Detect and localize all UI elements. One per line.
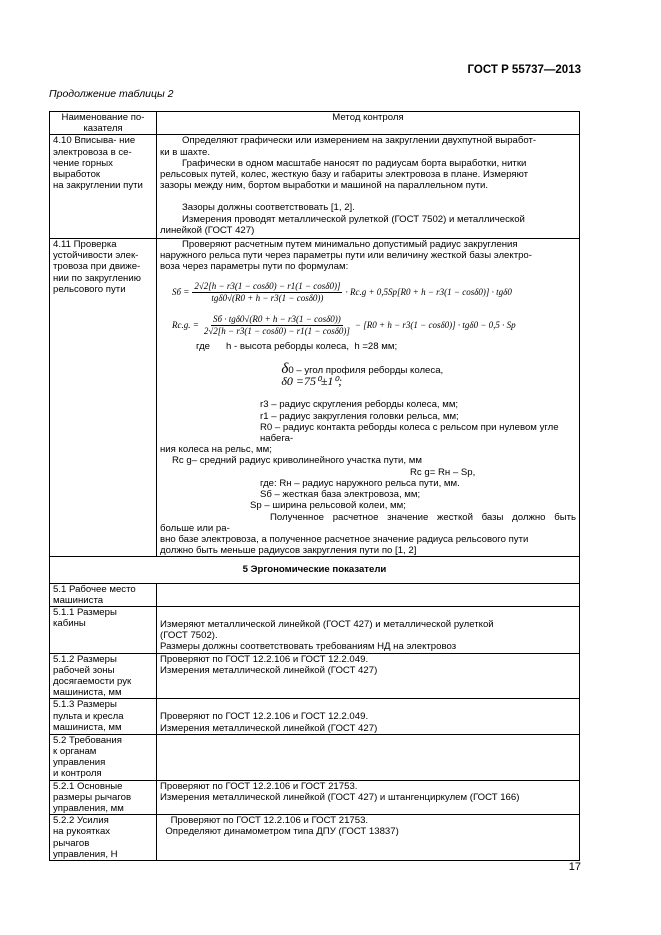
formula-fraction [192, 281, 342, 304]
formula-lhs: Rc.g. = [172, 320, 199, 331]
definition-delta [260, 353, 576, 400]
conclusion: Полученное расчетное значение жесткой базы должно быть больше или ра- вно базе электровоза, а полученное расчетное значение радиуса рельсового пути должно быть меньше радиусов закругления пути по [1, 2] [160, 511, 576, 557]
row-name: 5.2 Требования к органам управления и контроля [50, 734, 157, 780]
section-row [50, 557, 580, 583]
delta-value: δ0 =75⁰±1⁰; [281, 374, 343, 389]
col-header-name: Наименование по- казателя [50, 112, 157, 135]
delta-text: 0 – угол профиля реборды колеса, [288, 364, 444, 376]
formula-denominator: tgδ0√(R0 + h − r3(1 − cosδ0)) [211, 292, 324, 303]
formula-numerator: Sб · tgδ0√(R0 + h − r3(1 − cosδ0)) [211, 314, 343, 326]
row-name: 4.10 Вписыва- ние электровоза в се- чение горных выработок на закруглении пути [50, 135, 157, 239]
row-name: 5.1.1 Размеры кабины [50, 606, 157, 653]
paragraph: Измерения проводят металлической рулеткой (ГОСТ 7502) и металлической линейкой (ГОСТ 427) [160, 213, 525, 236]
document-header: ГОСТ Р 55737—2013 [467, 64, 581, 76]
row-name: 5.1.3 Размеры пульта и кресла машиниста, мм [50, 699, 157, 734]
table-row [50, 699, 580, 734]
row-method: Проверяют по ГОСТ 12.2.106 и ГОСТ 21753. Измерения металлической линейкой (ГОСТ 427) и штангенциркулем (ГОСТ 166) [157, 780, 580, 815]
definition-sb: Sб – жесткая база электровоза, мм; [260, 489, 421, 501]
formula-rest: · Rc.g + 0,5Sp[R0 + h − r3(1 − cosδ0)] · tgδ0 [345, 286, 512, 297]
table-row [50, 780, 580, 815]
row-method: Проверяют по ГОСТ 12.2.106 и ГОСТ 12.2.049. Измерения металлической линейкой (ГОСТ 427) [157, 653, 580, 699]
formula-fraction [202, 314, 352, 337]
table-row [50, 653, 580, 699]
row-method [157, 734, 580, 780]
definition-r0: R0 – радиус контакта реборды колеса с рельсом при нулевом угле набега- [260, 421, 559, 445]
control-methods-table [49, 111, 580, 861]
table-row [50, 239, 580, 557]
section-title: 5 Эргономические показатели [50, 557, 580, 583]
row-method: Проверяют по ГОСТ 12.2.106 и ГОСТ 12.2.049. Измерения металлической линейкой (ГОСТ 427) [157, 699, 580, 734]
formula-rcg [172, 314, 576, 337]
definition-rn: где: Rн – радиус наружного рельса пути, мм. [260, 477, 460, 489]
definition-h: где h - высота реборды колеса, h =28 мм; [196, 341, 398, 353]
table-header-row [50, 112, 580, 135]
paragraph: Проверяют расчетным путем минимально допустимый радиус закругления наружного рельса пути через параметры пути или величину жесткой базы электро- воза через параметры пути по формулам: [160, 239, 532, 273]
definition-sp: Sp – ширина рельсовой колеи, мм; [250, 500, 406, 512]
page-number: 17 [568, 861, 581, 873]
row-name: 5.2.2 Усилия на рукоятках рычагов управления, Н [50, 815, 157, 861]
table-row [50, 606, 580, 653]
table-row [50, 815, 580, 861]
col-header-method: Метод контроля [157, 112, 580, 135]
definition-r3: r3 – радиус скругления реборды колеса, мм; [260, 399, 459, 411]
row-name: 5.2.1 Основные размеры рычагов управления, мм [50, 780, 157, 815]
row-method [157, 239, 580, 557]
definition-r0-cont: ния колеса на рельс, мм; [160, 444, 272, 456]
formula-rcg-simple: Rс g= Rн – Sp, [410, 466, 476, 478]
delta-symbol: δ [281, 360, 289, 377]
formula-sb [172, 281, 576, 304]
row-method [157, 583, 580, 606]
formula-lhs: Sб = [172, 286, 190, 297]
row-name: 4.11 Проверка устойчивости элек- тровоза при движе- нии по закруглению рельсового пути [50, 239, 157, 557]
paragraph: Графически в одном масштабе наносят по радиусам борта выработки, нитки рельсовых путей, колес, жесткую базу и габариты электровоза в плане. Измеряют зазоры между ним, бортом выработки и машиной на параллельном пути. [160, 157, 528, 192]
formula-numerator: 2√2[h − r3(1 − cosδ0) − r1(1 − cosδ0)] [192, 281, 342, 293]
table-row [50, 583, 580, 606]
formula-denominator: 2√2[h − r3(1 − cosδ0) − r1(1 − cosδ0)] [203, 326, 350, 337]
definition-rcg: Rс g– средний радиус криволинейного участка пути, мм [172, 455, 422, 467]
row-method: Проверяют по ГОСТ 12.2.106 и ГОСТ 21753. Определяют динамометром типа ДПУ (ГОСТ 13837) [157, 815, 580, 861]
row-method [157, 135, 580, 239]
definition-r1: r1 – радиус закругления головки рельса, мм; [260, 410, 459, 422]
paragraph: Зазоры должны соответствовать [1, 2]. [182, 202, 355, 214]
row-method: Измеряют металлической линейкой (ГОСТ 427) и металлической рулеткой (ГОСТ 7502). Размеры должны соответствовать требованиям НД на электровоз [157, 606, 580, 653]
table-continuation-caption: Продолжение таблицы 2 [49, 88, 174, 100]
row-name: 5.1.2 Размеры рабочей зоны досягаемости рук машиниста, мм [50, 653, 157, 699]
formula-rest: − [R0 + h − r3(1 − cosδ0)] · tgδ0 − 0,5 · Sp [354, 320, 516, 331]
table-row [50, 734, 580, 780]
row-name: 5.1 Рабочее место машиниста [50, 583, 157, 606]
paragraph: Определяют графически или измерением на закруглении двухпутной выработ- ки в шахте. [160, 135, 537, 158]
table-row [50, 135, 580, 239]
